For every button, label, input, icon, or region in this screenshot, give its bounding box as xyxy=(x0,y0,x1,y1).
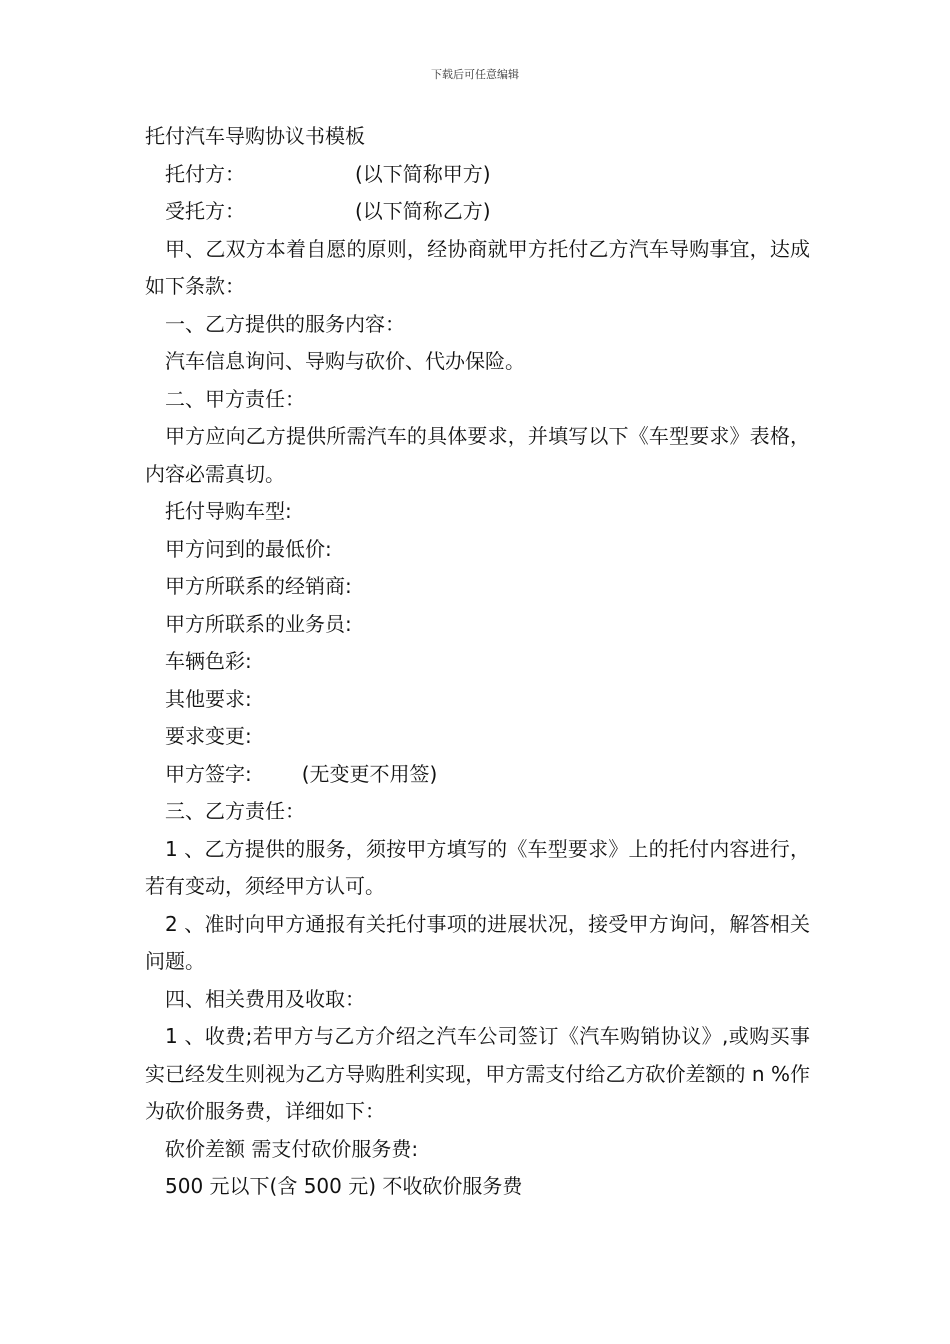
form-field-salesperson: 甲方所联系的业务员: xyxy=(165,611,352,636)
fee-row-1: 500 元以下(含 500 元) 不收砍价服务费 xyxy=(165,1174,523,1198)
form-field-other: 其他要求: xyxy=(165,686,252,711)
section3-item2: 2 、准时向甲方通报有关托付事项的进展状况，接受甲方询问，解答相关问题。 xyxy=(145,911,810,973)
section4-item1: 1 、收费;若甲方与乙方介绍之汽车公司签订《汽车购销协议》,或购买事实已经发生则视为乙方导购胜利实现，甲方需支付给乙方砍价差额的 n %作为砍价服务费，详细如下： xyxy=(145,1024,810,1123)
fee-table-header: 砍价差额 需支付砍价服务费: xyxy=(165,1136,419,1161)
signature-label: 甲方签字: xyxy=(165,761,252,786)
party-a-label: 托付方： xyxy=(165,161,245,186)
section4-heading: 四、相关费用及收取： xyxy=(165,986,365,1011)
party-a-line xyxy=(145,156,810,194)
section3-heading: 三、乙方责任： xyxy=(165,799,305,823)
section2-content: 甲方应向乙方提供所需汽车的具体要求，并填写以下《车型要求》表格，内容必需真切。 xyxy=(145,424,810,486)
header-note: 下载后可任意编辑 xyxy=(431,68,519,81)
party-b-suffix: (以下简称乙方) xyxy=(355,199,491,223)
party-b-label: 受托方： xyxy=(165,199,245,223)
intro-paragraph: 甲、乙双方本着自愿的原则，经协商就甲方托付乙方汽车导购事宜，达成如下条款： xyxy=(145,236,810,298)
section3-item1: 1 、乙方提供的服务，须按甲方填写的《车型要求》上的托付内容进行，若有变动，须经甲方认可。 xyxy=(145,836,810,898)
section1-content: 汽车信息询问、导购与砍价、代办保险。 xyxy=(165,349,525,373)
party-a-suffix: (以下简称甲方) xyxy=(355,161,491,186)
form-field-dealer: 甲方所联系的经销商: xyxy=(165,574,352,598)
party-b-line xyxy=(145,193,810,231)
signature-line xyxy=(145,756,810,794)
form-field-color: 车辆色彩: xyxy=(165,649,252,673)
document-title: 托付汽车导购协议书模板 xyxy=(145,124,365,148)
document-body xyxy=(145,118,810,1206)
section1-heading: 一、乙方提供的服务内容： xyxy=(165,311,405,336)
section2-heading: 二、甲方责任： xyxy=(165,386,305,411)
form-field-car-model: 托付导购车型: xyxy=(165,499,292,523)
signature-note: (无变更不用签) xyxy=(301,761,438,786)
form-field-change: 要求变更: xyxy=(165,724,252,748)
form-field-lowest-price: 甲方问到的最低价: xyxy=(165,536,332,561)
